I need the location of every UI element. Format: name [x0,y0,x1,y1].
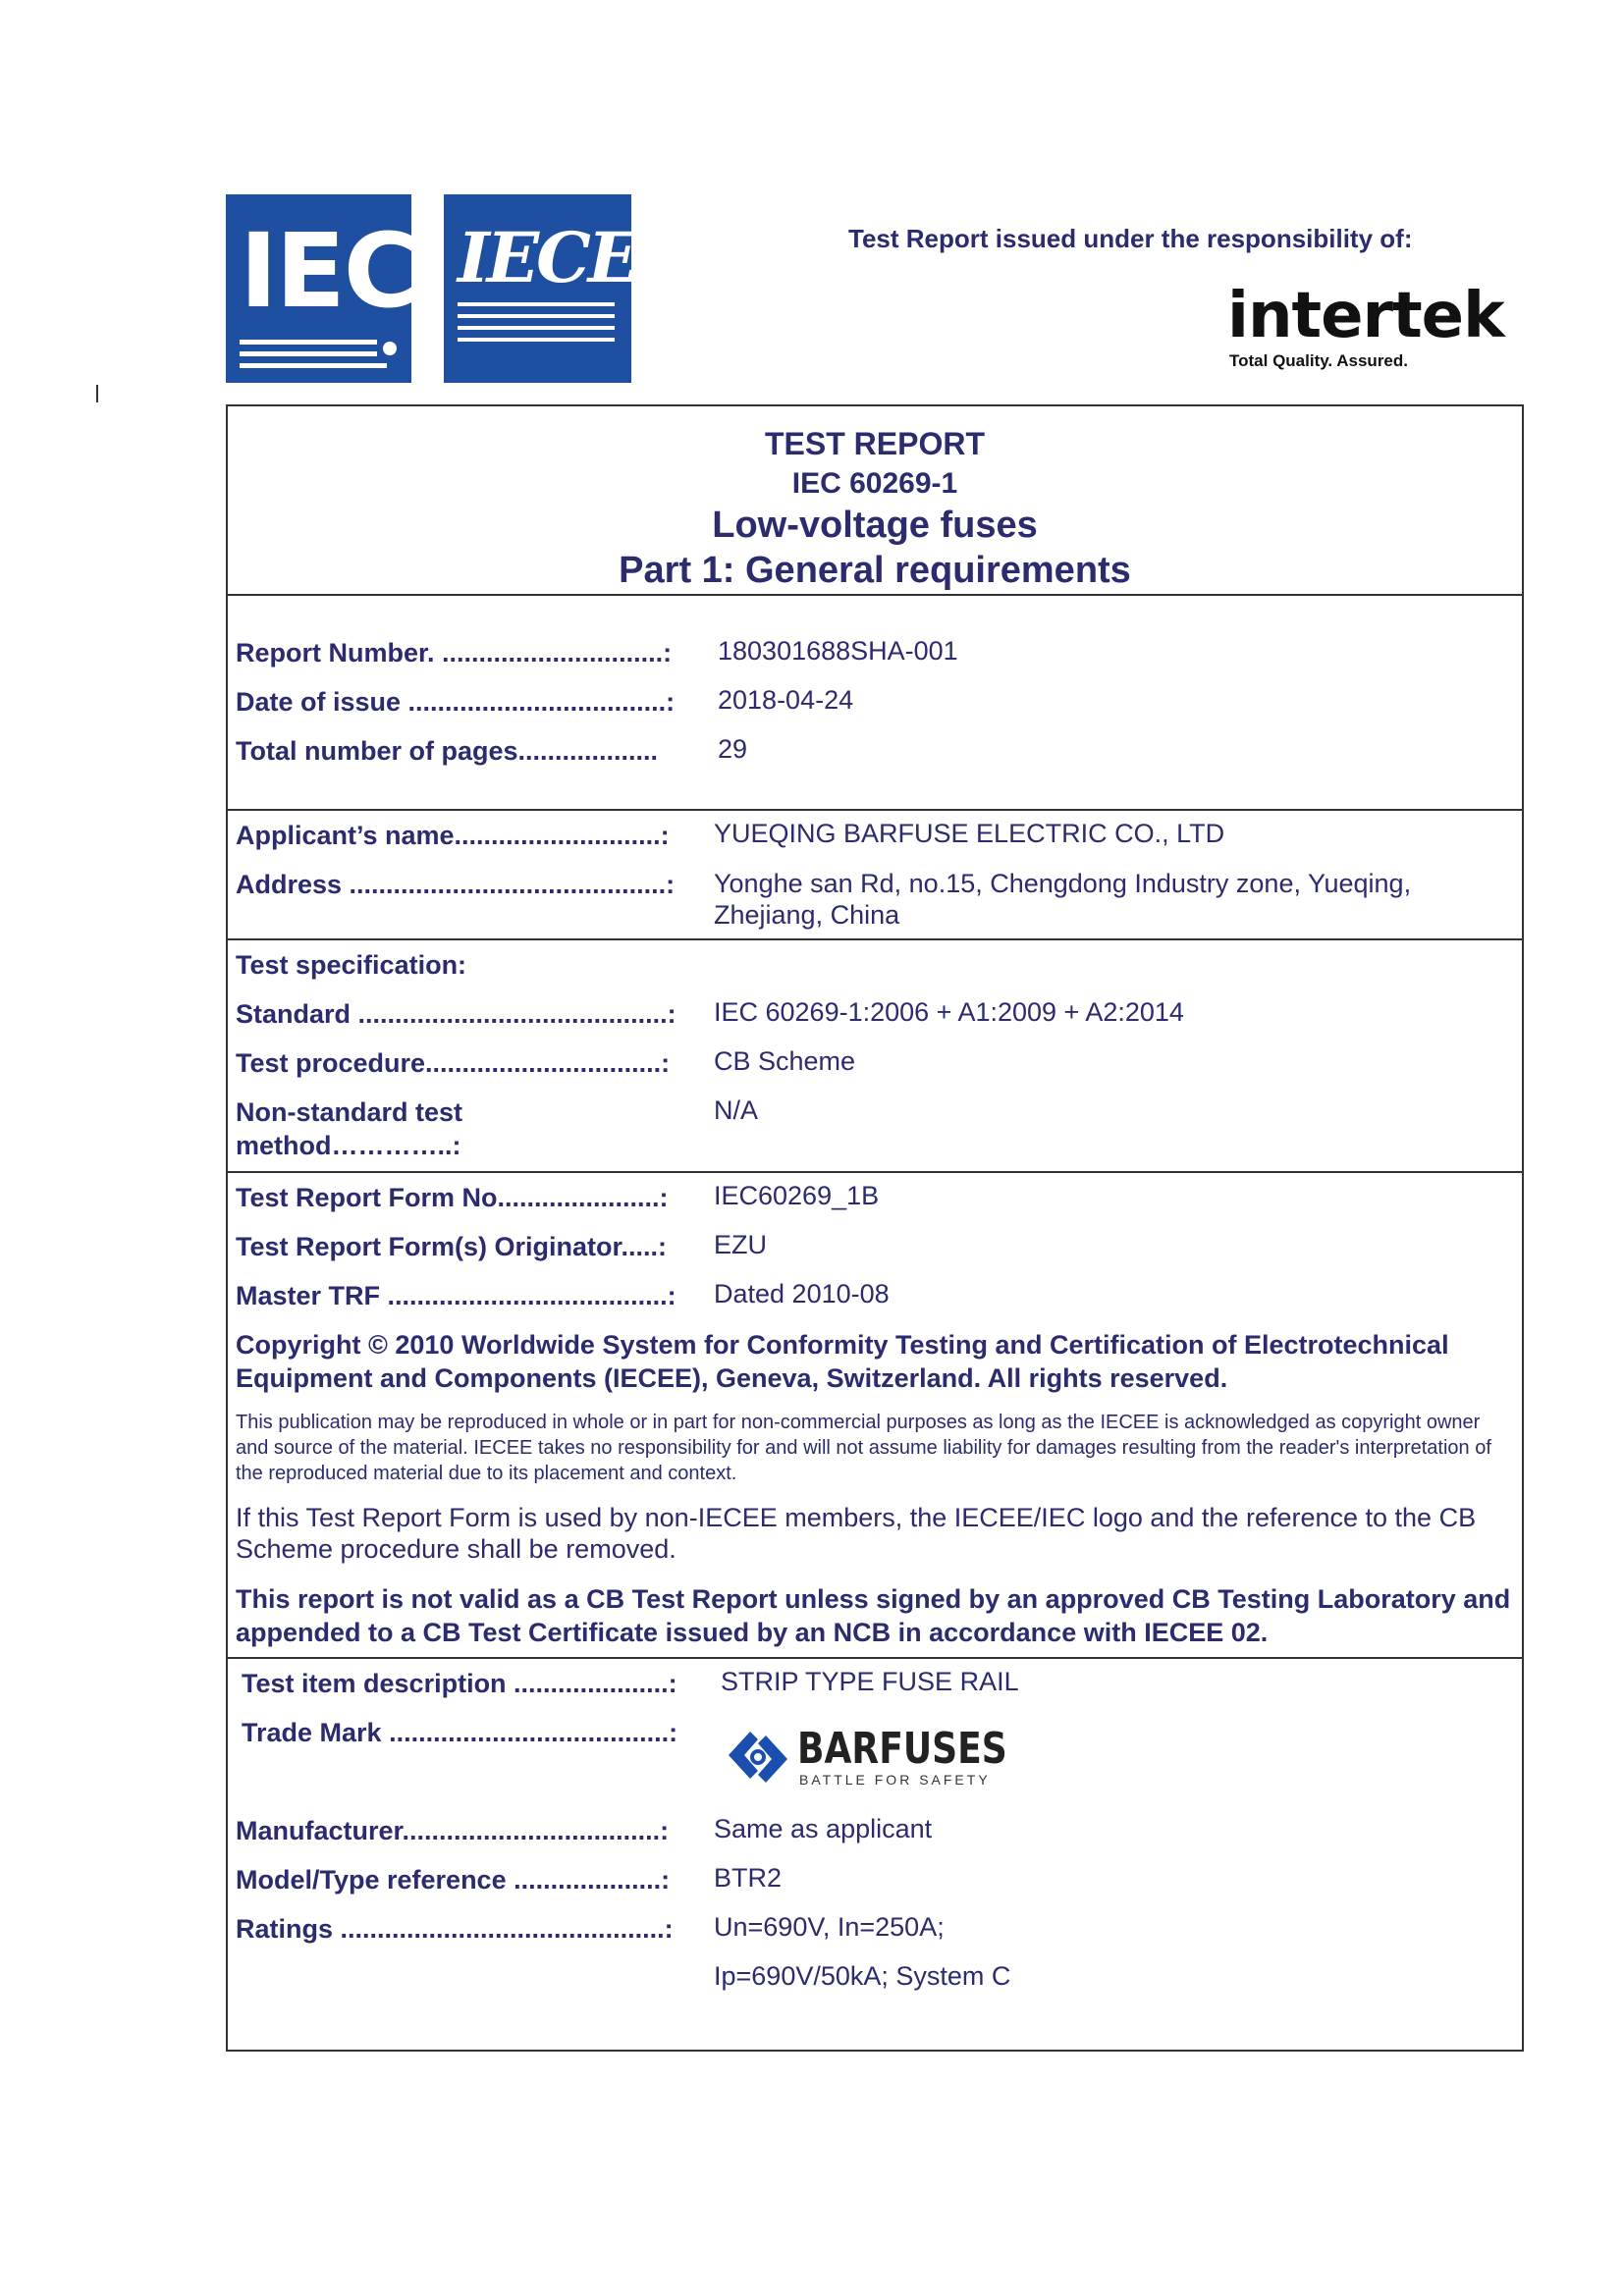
iecee-logo-text: IECEE [458,217,687,298]
date-value: 2018-04-24 [718,685,854,715]
procedure-label: Test procedure................................: [236,1048,671,1078]
divider [226,938,1524,940]
nonstd-value: N/A [714,1095,759,1125]
date-label: Date of issue ...................................: [236,687,676,717]
publication-notice: This publication may be reproduced in whole or in part for non-commercial purposes as long as the IECEE is acknowledged as copyright owner and source of the material. IECEE takes no responsibility for and will not assume liability for damages resulting from the reader's interpretation of the reproduced material due to its placement and context. [236,1412,1491,1484]
model-label: Model/Type reference ....................: [236,1865,671,1895]
barfuses-mark-icon [721,1726,799,1790]
standard-value: IEC 60269-1:2006 + A1:2009 + A2:2014 [714,997,1184,1027]
nonstd-label-1: Non-standard test [236,1097,463,1127]
master-trf-value: Dated 2010-08 [714,1279,890,1308]
barfuses-slogan: BATTLE FOR SAFETY [799,1772,991,1788]
divider [226,1657,1524,1659]
applicant-name-value: YUEQING BARFUSE ELECTRIC CO., LTD [714,819,1225,848]
originator-value: EZU [714,1230,767,1259]
trf-label: Test Report Form No......................: [236,1183,669,1212]
procedure-value: CB Scheme [714,1046,856,1076]
originator-label: Test Report Form(s) Originator.....: [236,1232,668,1261]
iecee-logo [444,194,687,383]
copyright-notice: Copyright © 2010 Worldwide System for Conformity Testing and Certification of Electrotechnical Equipment and Components (IECEE), Geneva, Switzerland. All rights reserved. [236,1330,1449,1393]
manufacturer-value: Same as applicant [714,1814,933,1843]
applicant-name-label: Applicant’s name............................: [236,821,670,850]
nonstd-label-2: method…………..: [236,1131,461,1160]
ratings-value-1: Un=690V, In=250A; [714,1912,945,1942]
standard-label: Standard ..........................................: [236,999,676,1029]
pages-label: Total number of pages................... [236,736,659,766]
divider [226,809,1524,811]
divider [226,594,1524,596]
subject-title: Low-voltage fuses [712,505,1038,546]
barfuses-logo [721,1726,1015,1792]
iec-logo [226,194,417,383]
part-title: Part 1: General requirements [619,550,1131,591]
test-spec-heading: Test specification: [236,950,467,980]
report-title: TEST REPORT [764,426,985,461]
ratings-value-2: Ip=690V/50kA; System C [714,1961,1011,1991]
ratings-label: Ratings ............................................: [236,1914,674,1944]
iec-logo-text: IEC [240,211,417,331]
address-value: Yonghe san Rd, no.15, Chengdong Industry zone, Yueqing, Zhejiang, China [714,869,1412,930]
intertek-logo: intertek [1227,280,1504,352]
trf-value: IEC60269_1B [714,1181,880,1210]
divider [226,1171,1524,1173]
non-iecee-notice: If this Test Report Form is used by non-IECEE members, the IECEE/IEC logo and the reference to the CB Scheme procedure shall be removed. [236,1503,1477,1564]
pages-value: 29 [718,734,748,764]
model-value: BTR2 [714,1863,783,1893]
item-description-value: STRIP TYPE FUSE RAIL [721,1667,1019,1696]
trademark-label: Trade Mark ......................................: [242,1718,678,1747]
manufacturer-label: Manufacturer...................................: [236,1816,670,1845]
address-label: Address ...........................................: [236,870,676,899]
responsibility-text: Test Report issued under the responsibility of: [848,224,1413,253]
barfuses-brand: BARFUSES [797,1724,1007,1774]
validity-notice: This report is not valid as a CB Test Report unless signed by an approved CB Testing Laboratory and appended to a CB Test Certificate issued by an NCB in accordance with IECEE 02. [236,1584,1511,1647]
item-description-label: Test item description .....................: [242,1669,677,1698]
standard-title: IEC 60269-1 [791,467,958,500]
report-number-value: 180301688SHA-001 [718,636,958,666]
report-number-label: Report Number. ..............................: [236,638,673,667]
margin-mark [96,385,98,402]
master-trf-label: Master TRF ......................................: [236,1281,676,1310]
intertek-tagline: Total Quality. Assured. [1229,351,1408,370]
